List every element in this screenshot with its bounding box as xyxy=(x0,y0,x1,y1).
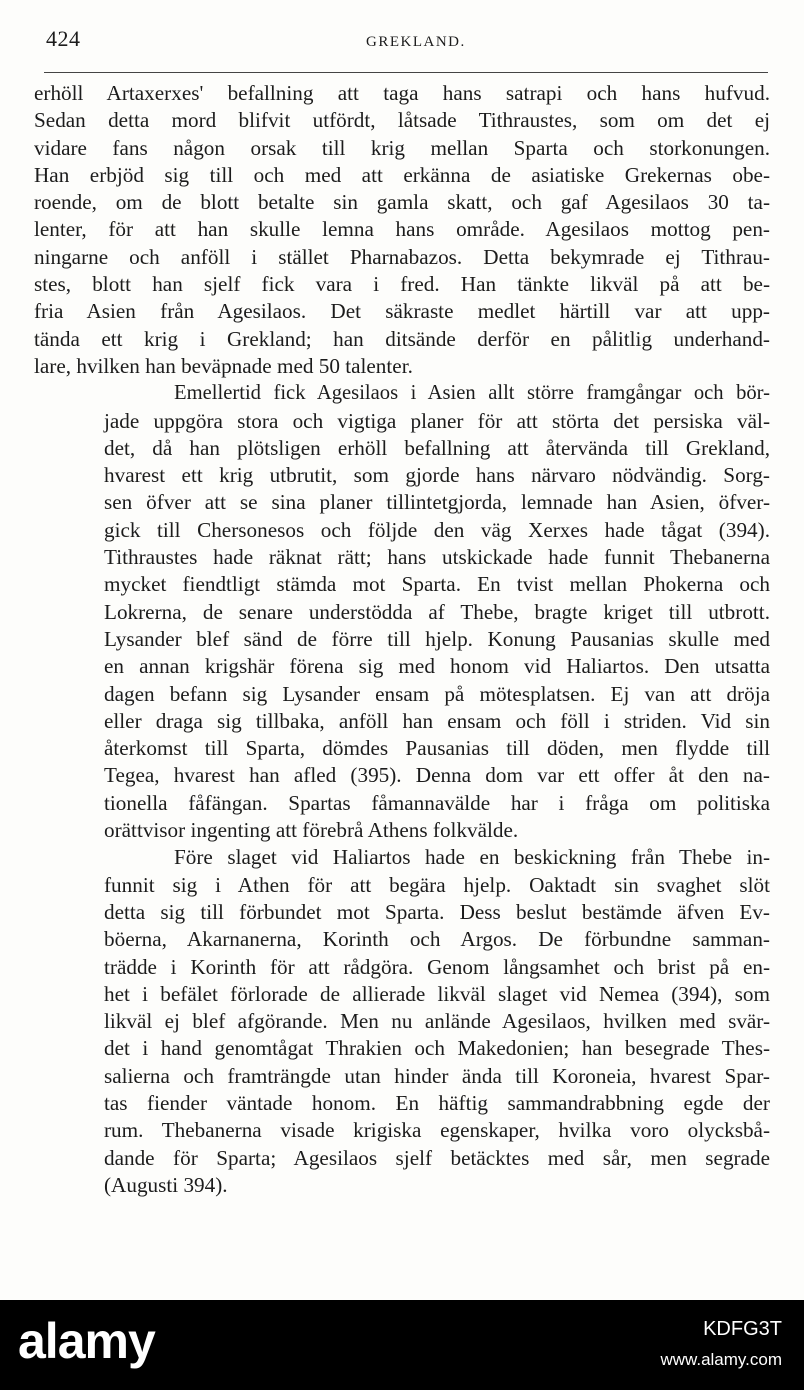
text-line: Lysander blef sänd de förre till hjelp. Konung Pausanias skulle med xyxy=(104,626,770,651)
text-line: böerna, Akarnanerna, Korinth och Argos. De förbundne samman- xyxy=(104,927,770,952)
stock-watermark-bar xyxy=(0,1300,804,1390)
text-line: dande för Sparta; Agesilaos sjelf betäcktes med sår, men segrade xyxy=(104,1145,770,1170)
running-head: GREKLAND. xyxy=(366,34,466,50)
text-line: eller draga sig tillbaka, anföll han ensam och föll i striden. Vid sin xyxy=(104,708,770,733)
text-line: Han erbjöd sig till och med att erkänna de asiatiske Grekernas obe- xyxy=(34,162,770,187)
text-line: dagen befann sig Lysander ensam på mötesplatsen. Ej van att dröja xyxy=(104,681,770,706)
page-number: 424 xyxy=(46,26,81,51)
body-text xyxy=(34,80,770,1199)
text-line: roende, om de blott betalte sin gamla skatt, och gaf Agesilaos 30 ta- xyxy=(34,190,770,215)
text-line: det, då han plötsligen erhöll befallning att återvända till Grekland, xyxy=(104,435,770,460)
text-line: Emellertid fick Agesilaos i Asien allt större framgångar och bör- xyxy=(174,382,770,405)
text-line: lenter, för att han skulle lemna hans område. Agesilaos mottog pen- xyxy=(34,217,770,242)
text-line: funnit sig i Athen för att begära hjelp. Oaktadt sin svaghet slöt xyxy=(104,872,770,897)
text-line: lare, hvilken han beväpnade med 50 talenter. xyxy=(34,353,413,378)
text-line: Före slaget vid Haliartos hade en beskickning från Thebe in- xyxy=(174,845,770,870)
text-line: återkomst till Sparta, dömdes Pausanias till döden, men flydde till xyxy=(104,736,770,761)
text-line: Tegea, hvarest han afled (395). Denna dom var ett offer åt den na- xyxy=(104,763,770,788)
text-line: (Augusti 394). xyxy=(104,1172,228,1197)
text-line: mycket fiendtligt stämda mot Sparta. En tvist mellan Phokerna och xyxy=(104,572,770,597)
paragraph xyxy=(34,844,770,1199)
text-line: het i befälet förlorade de allierade likväl slaget vid Nemea (394), som xyxy=(104,981,770,1006)
text-line: ningarne och anföll i stället Pharnabazos. Detta bekymrade ej Tithrau- xyxy=(34,244,770,269)
text-line: tas fiender väntade honom. En häftig sammandrabbning egde der xyxy=(104,1090,770,1115)
paragraph xyxy=(34,380,770,844)
text-line: detta sig till förbundet mot Sparta. Dess beslut bestämde äfven Ev- xyxy=(104,899,770,924)
text-line: det i hand genomtågat Thrakien och Makedonien; han besegrade Thes- xyxy=(104,1036,770,1061)
text-line: vidare fans någon orsak till krig mellan Sparta och storkonungen. xyxy=(34,135,770,160)
text-line: stes, blott han sjelf fick vara i fred. Han tänkte likväl på att be- xyxy=(34,272,770,297)
text-line: fria Asien från Agesilaos. Det säkraste medlet härtill var att upp- xyxy=(34,299,770,324)
text-line: hvarest ett krig utbrutit, som gjorde hans närvaro nödvändig. Sorg- xyxy=(104,463,770,488)
header-rule xyxy=(44,72,768,73)
text-line: tionella fåfängan. Spartas fåmannavälde har i fråga om politiska xyxy=(104,790,770,815)
text-line: rum. Thebanerna visade krigiska egenskaper, hvilka voro olycksbå- xyxy=(104,1118,770,1143)
text-line: jade uppgöra stora och vigtiga planer för att störta det persiska väl- xyxy=(104,408,770,433)
text-line: Lokrerna, de senare understödda af Thebe, bragte kriget till utbrott. xyxy=(104,599,770,624)
site-url: www.alamy.com xyxy=(660,1350,782,1369)
text-line: Tithraustes hade räknat rätt; hans utskickade hade funnit Thebanerna xyxy=(104,545,770,570)
text-line: tända ett krig i Grekland; han ditsände derför en pålitlig underhand- xyxy=(34,326,770,351)
text-line: likväl ej blef afgörande. Men nu anlände Agesilaos, hvilken med svär- xyxy=(104,1009,770,1034)
alamy-logo: alamy xyxy=(18,1313,155,1369)
text-line: trädde i Korinth för att rådgöra. Genom långsamhet och brist på en- xyxy=(104,954,770,979)
text-line: sen öfver att se sina planer tillintetgjorda, lemnade han Asien, öfver- xyxy=(104,490,770,515)
text-line: en annan krigshär förena sig med honom vid Haliartos. Den utsatta xyxy=(104,654,770,679)
page-header xyxy=(44,22,766,62)
text-line: Sedan detta mord blifvit utfördt, låtsade Tithraustes, som om det ej xyxy=(34,108,770,133)
image-id: KDFG3T xyxy=(703,1318,782,1340)
text-line: salierna och framträngde utan hinder ända till Koroneia, hvarest Spar- xyxy=(104,1063,770,1088)
text-line: gick till Chersonesos och följde den väg Xerxes hade tågat (394). xyxy=(104,517,770,542)
paragraph xyxy=(34,80,770,380)
text-line: erhöll Artaxerxes' befallning att taga hans satrapi och hans hufvud. xyxy=(34,81,770,105)
text-line: orättvisor ingenting att förebrå Athens folkvälde. xyxy=(104,818,519,843)
